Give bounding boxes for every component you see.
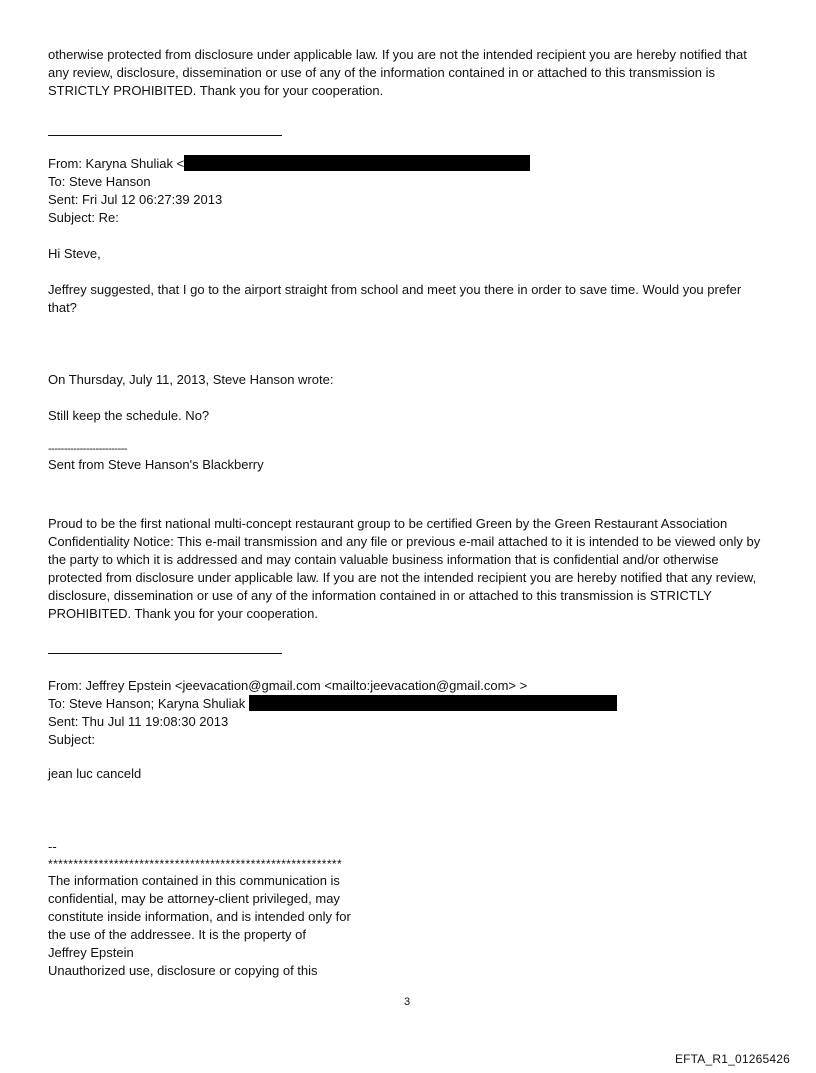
email-body: jean luc canceld [48,766,142,781]
email-sent: Sent: Fri Jul 12 06:27:39 2013 [48,192,223,207]
email-subject: Subject: Re: [48,210,119,225]
confidentiality-notice: Proud to be the first national multi-concept restaurant group to be certified Green by the Green Restaurant Association Confidentiality Notice: This e-mail transmission and any file or previous e-mail attached to it is intended to be viewed only by the party to which it is addressed and may contain valuable business information that is confidential and/or otherwise protected from disclosure under applicable law. If you are not the intended recipient you are hereby notified that any review, disclosure, dissemination or use of any of the information contained in or attached to this transmission is STRICTLY PROHIBITED. Thank you for your cooperation. [48,516,761,621]
redaction-bar [249,695,617,711]
footer-line: Unauthorized use, disclosure or copying of this [48,963,318,978]
quoted-signature: Sent from Steve Hanson's Blackberry [48,457,264,472]
quoted-body: Still keep the schedule. No? [48,408,210,423]
email-to: To: Steve Hanson; Karyna Shuliak [48,695,768,713]
email-to: To: Steve Hanson [48,174,151,189]
notice-top: otherwise protected from disclosure under applicable law. If you are not the intended recipient you are hereby notified that any review, disclosure, dissemination or use of any of the information contained in or attached to this transmission is STRICTLY PROHIBITED. Thank you for your cooperation. [48,47,747,98]
footer-line: Jeffrey Epstein [48,945,134,960]
footer-line: The information contained in this communication is [48,873,340,888]
email-header-1 [48,155,768,227]
footer-stars: ********************************************************** [48,857,343,871]
separator-rule [48,135,282,136]
email-greeting: Hi Steve, [48,246,101,261]
quoted-intro: On Thursday, July 11, 2013, Steve Hanson wrote: [48,372,334,387]
quoted-dashes: ------------------------- [48,443,128,455]
footer-dashes: -- [48,839,57,854]
email-from: From: Jeffrey Epstein <jeevacation@gmail.com <mailto:jeevacation@gmail.com> > [48,678,528,693]
email-sent: Sent: Thu Jul 11 19:08:30 2013 [48,714,229,729]
redaction-bar [184,155,530,171]
separator-rule [48,653,282,654]
footer-line: confidential, may be attorney-client privileged, may [48,891,340,906]
email-from: From: Karyna Shuliak < [48,155,768,173]
quoted-signature-block [48,443,768,474]
footer-line: the use of the addressee. It is the property of [48,927,306,942]
email-subject: Subject: [48,732,95,747]
page-number: 3 [404,996,411,1008]
email-header-2 [48,677,768,749]
footer-line: constitute inside information, and is intended only for [48,909,351,924]
bates-number: EFTA_R1_01265426 [674,1052,790,1066]
footer-disclaimer [48,838,768,980]
email-body: Jeffrey suggested, that I go to the airport straight from school and meet you there in order to save time. Would you prefer that? [48,282,742,315]
